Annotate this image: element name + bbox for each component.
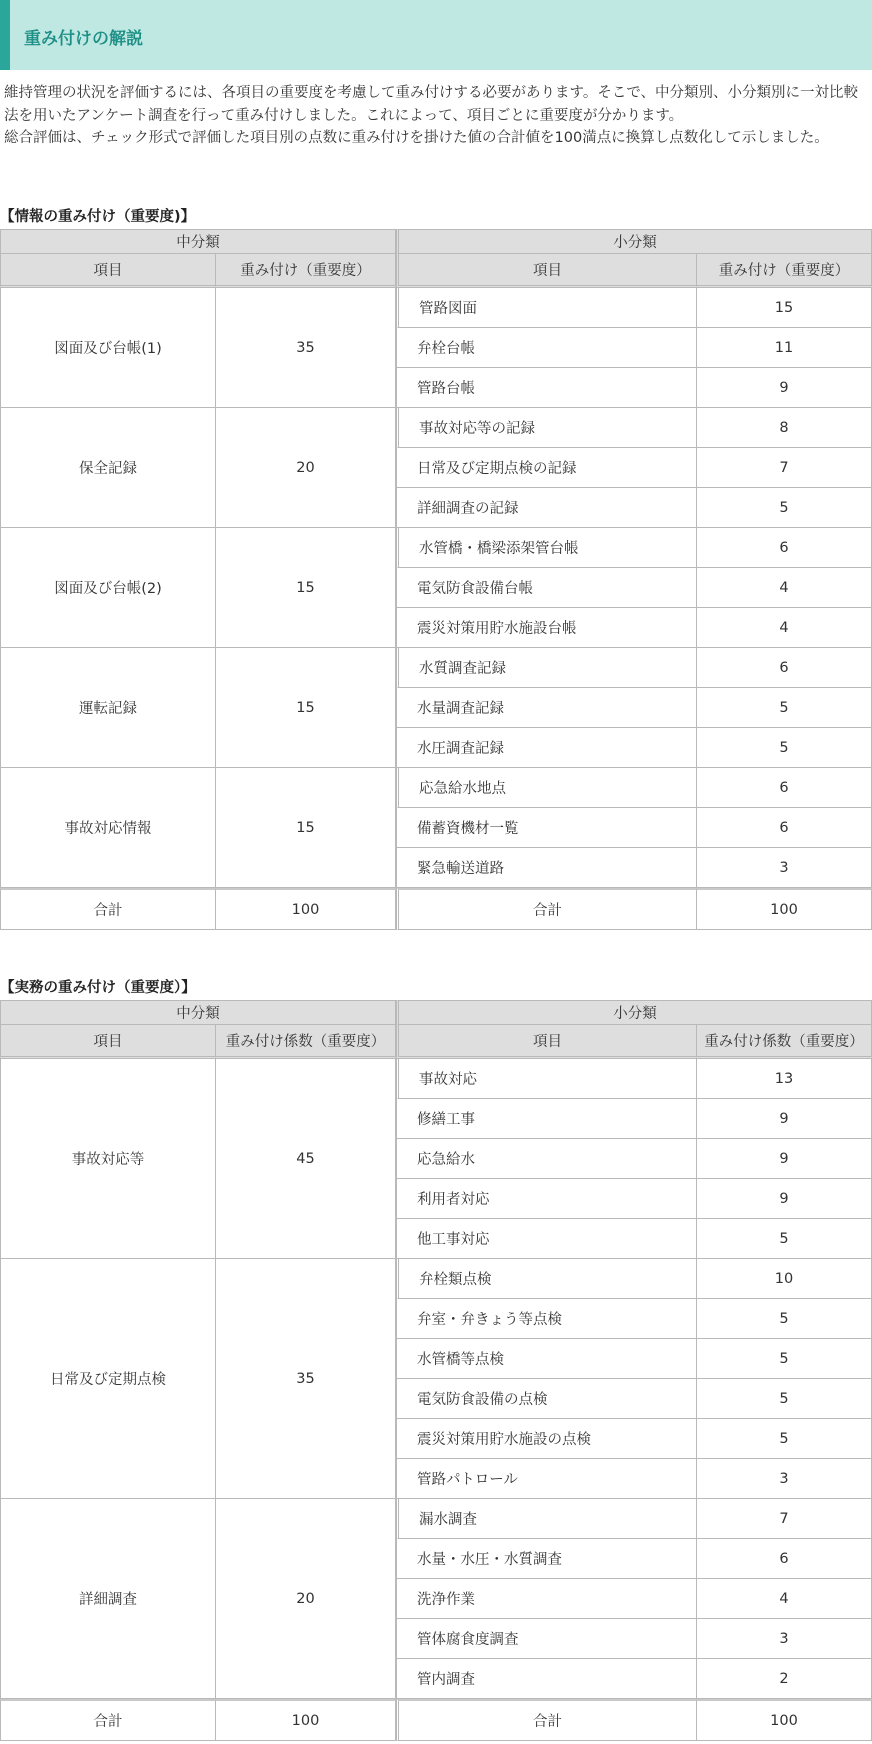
mid-category-name: 保全記録 <box>0 408 216 528</box>
table-row <box>0 528 872 568</box>
mid-category-header: 中分類 <box>0 1000 396 1025</box>
table-row <box>0 1499 872 1539</box>
small-category-weight: 11 <box>697 328 872 368</box>
small-category-name: 応急給水 <box>396 1139 697 1179</box>
mid-category-weight: 15 <box>216 768 396 888</box>
mid-category-name: 図面及び台帳(2) <box>0 528 216 648</box>
table2-title: 【実務の重み付け（重要度）】 <box>0 980 196 996</box>
small-category-weight: 8 <box>697 408 872 448</box>
small-category-weight: 9 <box>697 368 872 408</box>
small-category-name: 電気防食設備の点検 <box>396 1379 697 1419</box>
intro-paragraph-2: 総合評価は、チェック形式で評価した項目別の点数に重み付けを掛けた値の合計値を100満点に換算し点数化して示しました。 <box>4 130 829 146</box>
small-category-weight: 6 <box>697 528 872 568</box>
col-header-small-weight: 重み付け（重要度） <box>697 254 872 288</box>
small-category-weight: 9 <box>697 1099 872 1139</box>
header-row-columns <box>0 1025 872 1059</box>
small-category-weight: 5 <box>697 1379 872 1419</box>
header-row-group <box>0 229 872 254</box>
total-value-small: 100 <box>697 888 872 930</box>
mid-category-name: 日常及び定期点検 <box>0 1259 216 1499</box>
small-category-name: 応急給水地点 <box>396 768 697 808</box>
small-category-weight: 4 <box>697 608 872 648</box>
small-category-name: 管路パトロール <box>396 1459 697 1499</box>
small-category-weight: 6 <box>697 768 872 808</box>
mid-category-name: 運転記録 <box>0 648 216 768</box>
mid-category-name: 詳細調査 <box>0 1499 216 1699</box>
small-category-weight: 13 <box>697 1059 872 1099</box>
small-category-name: 水管橋等点検 <box>396 1339 697 1379</box>
small-category-name: 管内調査 <box>396 1659 697 1699</box>
small-category-name: 電気防食設備台帳 <box>396 568 697 608</box>
small-category-name: 管体腐食度調査 <box>396 1619 697 1659</box>
small-category-name: 震災対策用貯水施設の点検 <box>396 1419 697 1459</box>
small-category-header: 小分類 <box>396 229 872 254</box>
info-weight-table <box>0 229 872 930</box>
total-label-small: 合計 <box>396 1699 697 1741</box>
total-row <box>0 888 872 930</box>
mid-category-weight: 35 <box>216 1259 396 1499</box>
small-category-name: 水量・水圧・水質調査 <box>396 1539 697 1579</box>
col-header-small-item: 項目 <box>396 254 697 288</box>
small-category-name: 他工事対応 <box>396 1219 697 1259</box>
small-category-name: 弁室・弁きょう等点検 <box>396 1299 697 1339</box>
mid-category-weight: 35 <box>216 288 396 408</box>
small-category-weight: 10 <box>697 1259 872 1299</box>
small-category-weight: 3 <box>697 1459 872 1499</box>
total-value-small: 100 <box>697 1699 872 1741</box>
col-header-mid-weight: 重み付け（重要度） <box>216 254 396 288</box>
total-label: 合計 <box>0 888 216 930</box>
small-category-weight: 5 <box>697 488 872 528</box>
small-category-weight: 9 <box>697 1179 872 1219</box>
col-header-mid-item: 項目 <box>0 254 216 288</box>
total-label-small: 合計 <box>396 888 697 930</box>
small-category-name: 緊急輸送道路 <box>396 848 697 888</box>
small-category-weight: 6 <box>697 808 872 848</box>
small-category-name: 詳細調査の記録 <box>396 488 697 528</box>
small-category-weight: 5 <box>697 1419 872 1459</box>
small-category-weight: 15 <box>697 288 872 328</box>
small-category-name: 事故対応等の記録 <box>396 408 697 448</box>
mid-category-name: 事故対応等 <box>0 1059 216 1259</box>
table-row <box>0 288 872 328</box>
small-category-name: 利用者対応 <box>396 1179 697 1219</box>
small-category-weight: 4 <box>697 568 872 608</box>
small-category-name: 弁栓類点検 <box>396 1259 697 1299</box>
mid-category-weight: 15 <box>216 528 396 648</box>
total-label: 合計 <box>0 1699 216 1741</box>
small-category-name: 水管橋・橋梁添架管台帳 <box>396 528 697 568</box>
section-header <box>0 0 872 70</box>
intro-text <box>4 82 868 150</box>
small-category-weight: 3 <box>697 848 872 888</box>
small-category-weight: 5 <box>697 1339 872 1379</box>
small-category-name: 管路図面 <box>396 288 697 328</box>
small-category-name: 震災対策用貯水施設台帳 <box>396 608 697 648</box>
small-category-name: 水圧調査記録 <box>396 728 697 768</box>
col-header-mid-item: 項目 <box>0 1025 216 1059</box>
small-category-name: 洗浄作業 <box>396 1579 697 1619</box>
small-category-name: 日常及び定期点検の記録 <box>396 448 697 488</box>
small-category-weight: 6 <box>697 1539 872 1579</box>
table-row <box>0 1059 872 1099</box>
mid-category-weight: 20 <box>216 1499 396 1699</box>
small-category-weight: 7 <box>697 448 872 488</box>
table-row <box>0 1259 872 1299</box>
mid-category-weight: 15 <box>216 648 396 768</box>
small-category-name: 弁栓台帳 <box>396 328 697 368</box>
small-category-name: 水量調査記録 <box>396 688 697 728</box>
small-category-weight: 3 <box>697 1619 872 1659</box>
small-category-name: 事故対応 <box>396 1059 697 1099</box>
small-category-name: 水質調査記録 <box>396 648 697 688</box>
col-header-mid-weight: 重み付け係数（重要度） <box>216 1025 396 1059</box>
col-header-small-item: 項目 <box>396 1025 697 1059</box>
table-row <box>0 768 872 808</box>
small-category-weight: 2 <box>697 1659 872 1699</box>
table-row <box>0 408 872 448</box>
col-header-small-weight: 重み付け係数（重要度） <box>697 1025 872 1059</box>
small-category-weight: 5 <box>697 728 872 768</box>
header-row-columns <box>0 254 872 288</box>
section-title: 重み付けの解説 <box>24 29 143 49</box>
practice-weight-table <box>0 1000 872 1741</box>
table1-title: 【情報の重み付け（重要度)】 <box>0 209 196 225</box>
small-category-name: 漏水調査 <box>396 1499 697 1539</box>
small-category-weight: 6 <box>697 648 872 688</box>
small-category-weight: 4 <box>697 1579 872 1619</box>
mid-category-weight: 20 <box>216 408 396 528</box>
small-category-weight: 5 <box>697 688 872 728</box>
small-category-name: 管路台帳 <box>396 368 697 408</box>
intro-paragraph-1: 維持管理の状況を評価するには、各項目の重要度を考慮して重み付けする必要があります。そこで、中分類別、小分類別に一対比較法を用いたアンケート調査を行って重み付けしました。これによって、項目ごとに重要度が分かります。 <box>4 85 859 124</box>
mid-category-name: 事故対応情報 <box>0 768 216 888</box>
small-category-weight: 5 <box>697 1299 872 1339</box>
mid-category-name: 図面及び台帳(1) <box>0 288 216 408</box>
small-category-header: 小分類 <box>396 1000 872 1025</box>
total-row <box>0 1699 872 1741</box>
total-value: 100 <box>216 888 396 930</box>
total-value: 100 <box>216 1699 396 1741</box>
small-category-weight: 9 <box>697 1139 872 1179</box>
small-category-name: 修繕工事 <box>396 1099 697 1139</box>
table-row <box>0 648 872 688</box>
small-category-weight: 7 <box>697 1499 872 1539</box>
mid-category-header: 中分類 <box>0 229 396 254</box>
small-category-name: 備蓄資機材一覧 <box>396 808 697 848</box>
header-row-group <box>0 1000 872 1025</box>
small-category-weight: 5 <box>697 1219 872 1259</box>
mid-category-weight: 45 <box>216 1059 396 1259</box>
